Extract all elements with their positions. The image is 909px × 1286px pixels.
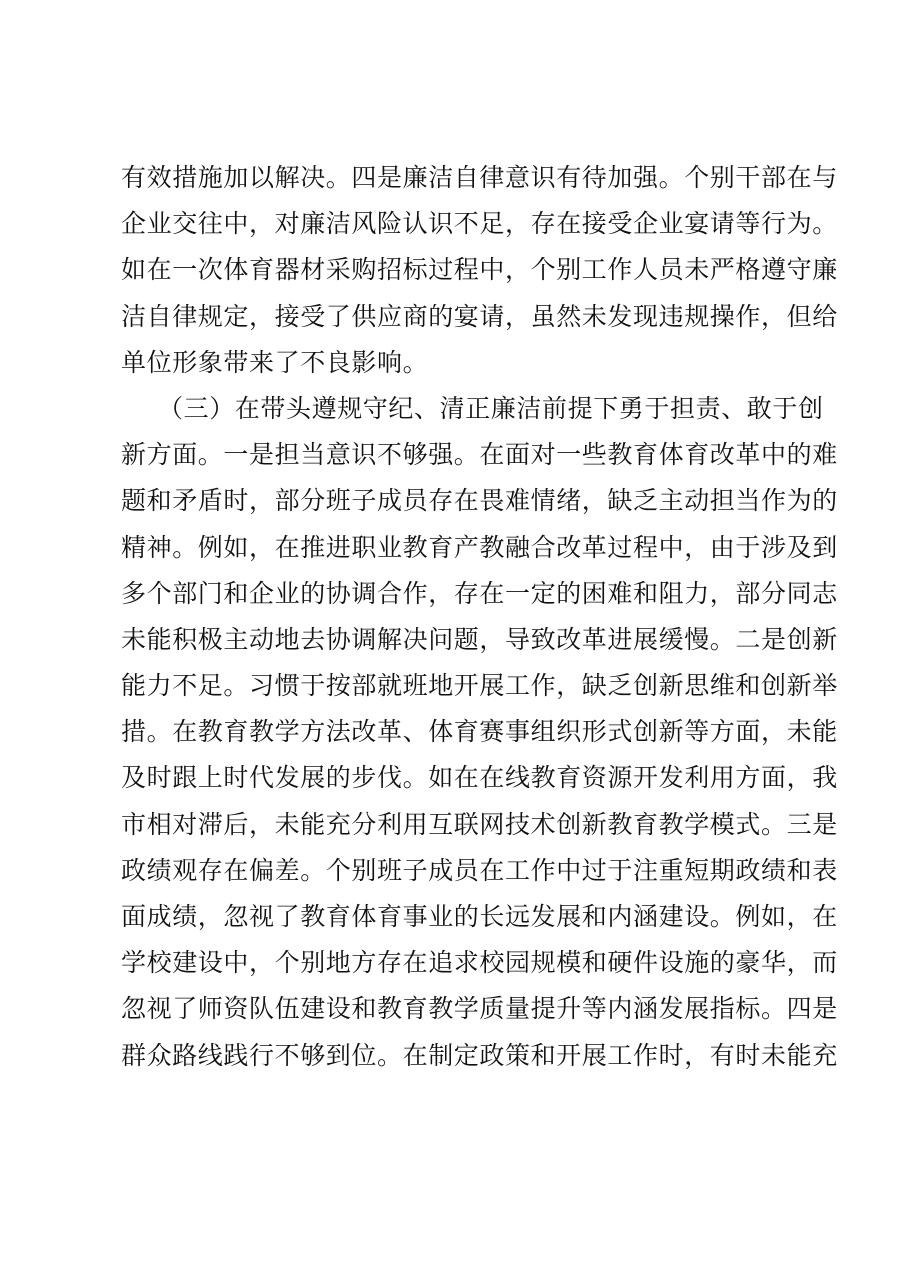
text-line: 洁自律规定，接受了供应商的宴请，虽然未发现违规操作，但给 <box>121 301 838 331</box>
text-line: 有效措施加以解决。四是廉洁自律意识有待加强。个别干部在与 <box>121 163 838 192</box>
text-line: 精神。例如，在推进职业教育产教融合改革过程中，由于涉及到 <box>121 532 838 562</box>
text-line: 措。在教育教学方法改革、体育赛事组织形式创新等方面，未能 <box>121 717 838 747</box>
text-line: 忽视了师资队伍建设和教育教学质量提升等内涵发展指标。四是 <box>121 994 838 1024</box>
text-line: 新方面。一是担当意识不够强。在面对一些教育体育改革中的难 <box>121 440 838 470</box>
text-line: 市相对滞后，未能充分利用互联网技术创新教育教学模式。三是 <box>121 809 838 839</box>
text-line: 如在一次体育器材采购招标过程中，个别工作人员未严格遵守廉 <box>121 255 838 285</box>
text-line: 未能积极主动地去协调解决问题，导致改革进展缓慢。二是创新 <box>121 624 838 654</box>
section-heading-line: （三）在带头遵规守纪、清正廉洁前提下勇于担责、敢于创 <box>158 393 824 423</box>
text-line: 能力不足。习惯于按部就班地开展工作，缺乏创新思维和创新举 <box>121 671 838 701</box>
body-text <box>121 155 838 1079</box>
text-line: 群众路线践行不够到位。在制定政策和开展工作时，有时未能充 <box>121 1040 838 1070</box>
text-line: 企业交往中，对廉洁风险认识不足，存在接受企业宴请等行为。 <box>121 209 838 239</box>
text-line: 题和矛盾时，部分班子成员存在畏难情绪，缺乏主动担当作为的 <box>121 486 838 516</box>
text-line: 学校建设中，个别地方存在追求校园规模和硬件设施的豪华，而 <box>121 948 838 978</box>
text-line: 及时跟上时代发展的步伐。如在在线教育资源开发利用方面，我 <box>121 763 838 793</box>
text-line: 多个部门和企业的协调合作，存在一定的困难和阻力，部分同志 <box>121 578 838 608</box>
text-line: 面成绩，忽视了教育体育事业的长远发展和内涵建设。例如，在 <box>121 902 838 931</box>
text-line: 政绩观存在偏差。个别班子成员在工作中过于注重短期政绩和表 <box>121 855 838 885</box>
text-line: 单位形象带来了不良影响。 <box>121 347 429 377</box>
